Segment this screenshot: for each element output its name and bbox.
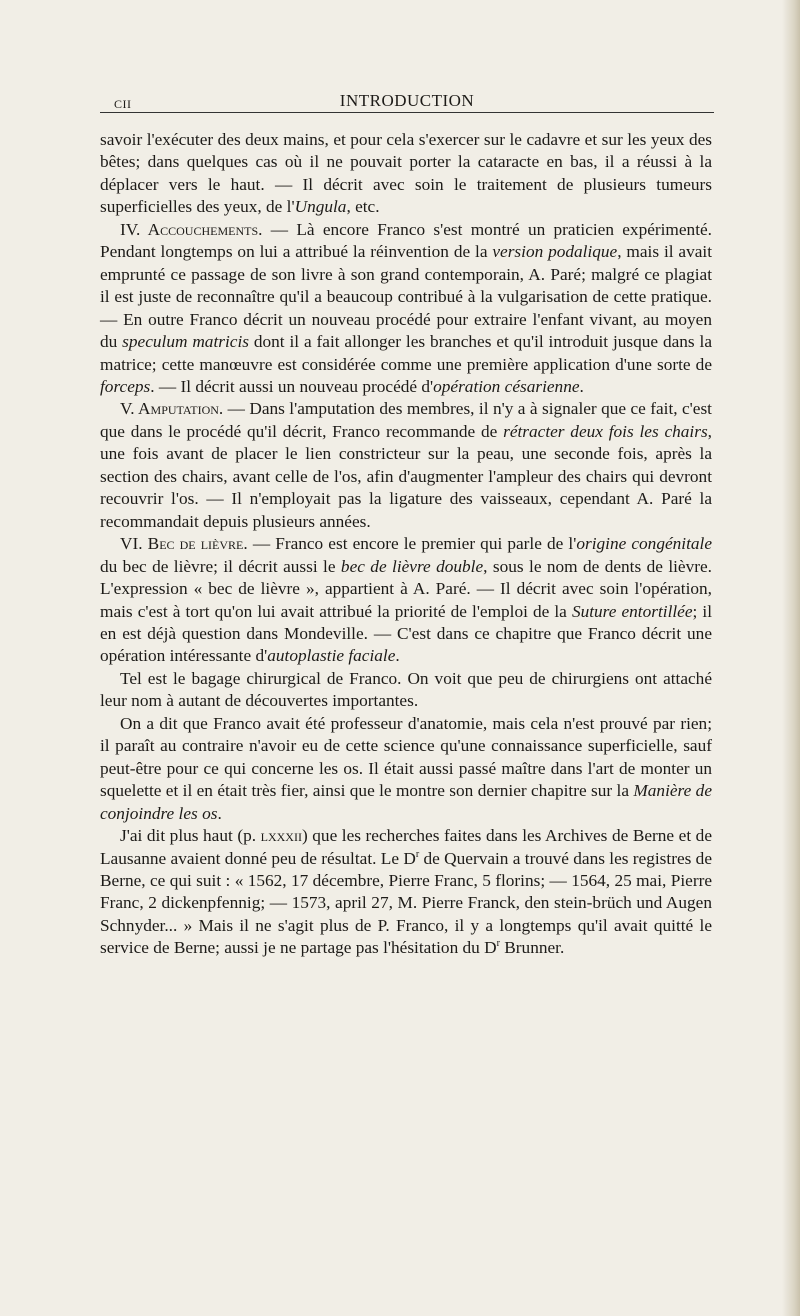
paragraph-bec-de-lievre: VI. Bec de lièvre. — Franco est encore le premier qui parle de l'origine congénitale du bec de lièvre; il décrit aussi le bec de lièvre double, sous le nom de dents de lièvre. L'expression « bec de lièvre », appartient à A. Paré. — Il décrit avec soin l'opération, mais c'est à tort qu'on lui avait attribué la priorité de l'emploi de la Suture entortillée; il en est déjà question dans Mondeville. — C'est dans ce chapitre que Franco décrit une opération intéressante d'autoplastie faciale. — [100, 534, 712, 666]
paragraph-anatomie: On a dit que Franco avait été professeur d'anatomie, mais cela n'est prouvé par rien; il paraît au contraire n'avoir eu de cette science qu'une connaissance superficielle, sauf peut-être pour ce qui concerne les os. Il était aussi passé maître dans l'art de monter un squelette et il en était très fier, ainsi que le montre son dernier chapitre sur la Manière de conjoindre les os. — [100, 713, 712, 823]
running-title: INTRODUCTION — [339, 91, 475, 110]
paragraph-accouchements: IV. Accouchements. — Là encore Franco s'est montré un praticien expérimenté. Pendant longtemps on lui a attribué la réinvention de la version podalique, mais il avait emprunté ce passage de son livre à son grand contemporain, A. Paré; malgré ce plagiat il est juste de reconnaître qu'il a beaucoup contribué à la vulgarisation de cette pratique. — En outre Franco décrit un nouveau procédé pour extraire l'enfant vivant, au moyen du speculum matricis dont il a fait allonger les branches et qu'il introduit jusque dans la matrice; cette manœuvre est considérée comme une première application d'une sorte de forceps. — Il décrit aussi un nouveau procédé d'opération césarienne. — [100, 219, 713, 396]
paragraph-amputation: V. Amputation. — Dans l'amputation des membres, il n'y a à signaler que ce fait, c'est que dans le procédé qu'il décrit, Franco recommande de rétracter deux fois les chairs, une fois avant de placer le lien constricteur sur la peau, une seconde fois, après la section des chairs, avant celle de l'os, afin d'augmenter l'ampleur des chairs qui devront recouvrir l'os. — Il n'employait pas la ligature des vaisseaux, cependant A. Paré la recommandait depuis plusieurs années. — [100, 399, 712, 531]
page-number: CII — [114, 97, 132, 111]
section-heading: IV. Accouchements. — [120, 219, 263, 239]
book-page — [100, 88, 712, 960]
paragraph-archives: J'ai dit plus haut (p. lxxxii) que les recherches faites dans les Archives de Berne et de Lausanne avaient donné peu de résultat. Le $D^r$ de Quervain a trouvé dans les registres de Berne, ce qui suit : « 1562, 17 décembre, Pierre Franc, 5 florins; — 1564, 25 mai, Pierre Franc, 2 dickenpfennig; — 1573, april 27, M. Pierre Franck, den stein-brüch und Augen Schnyder... » Mais il ne s'agit plus de P. Franco, il y a longtemps qu'il avait quitté le service de Berne; aussi je ne partage pas l'hésitation du $D^r$ Brunner. — [100, 826, 712, 958]
paragraph-bagage: Tel est le bagage chirurgical de Franco. On voit que peu de chirurgiens ont attaché leur nom à autant de découvertes importantes. — [100, 668, 712, 711]
section-heading: VI. Bec de lièvre. — [120, 534, 248, 554]
paragraph-1: savoir l'exécuter des deux mains, et pour cela s'exercer sur le cadavre et sur les yeux des bêtes; dans quelques cas où il ne pouvait porter la cataracte en bas, il a réussi à la déplacer vers le haut. — Il décrit avec soin le traitement de plusieurs tumeurs superficielles des yeux, de l'Ungula, etc. — [100, 130, 712, 217]
page-header — [100, 88, 714, 113]
page-edge-shadow — [782, 0, 800, 1316]
body-text — [100, 129, 712, 960]
section-heading: V. Amputation. — [120, 399, 224, 419]
